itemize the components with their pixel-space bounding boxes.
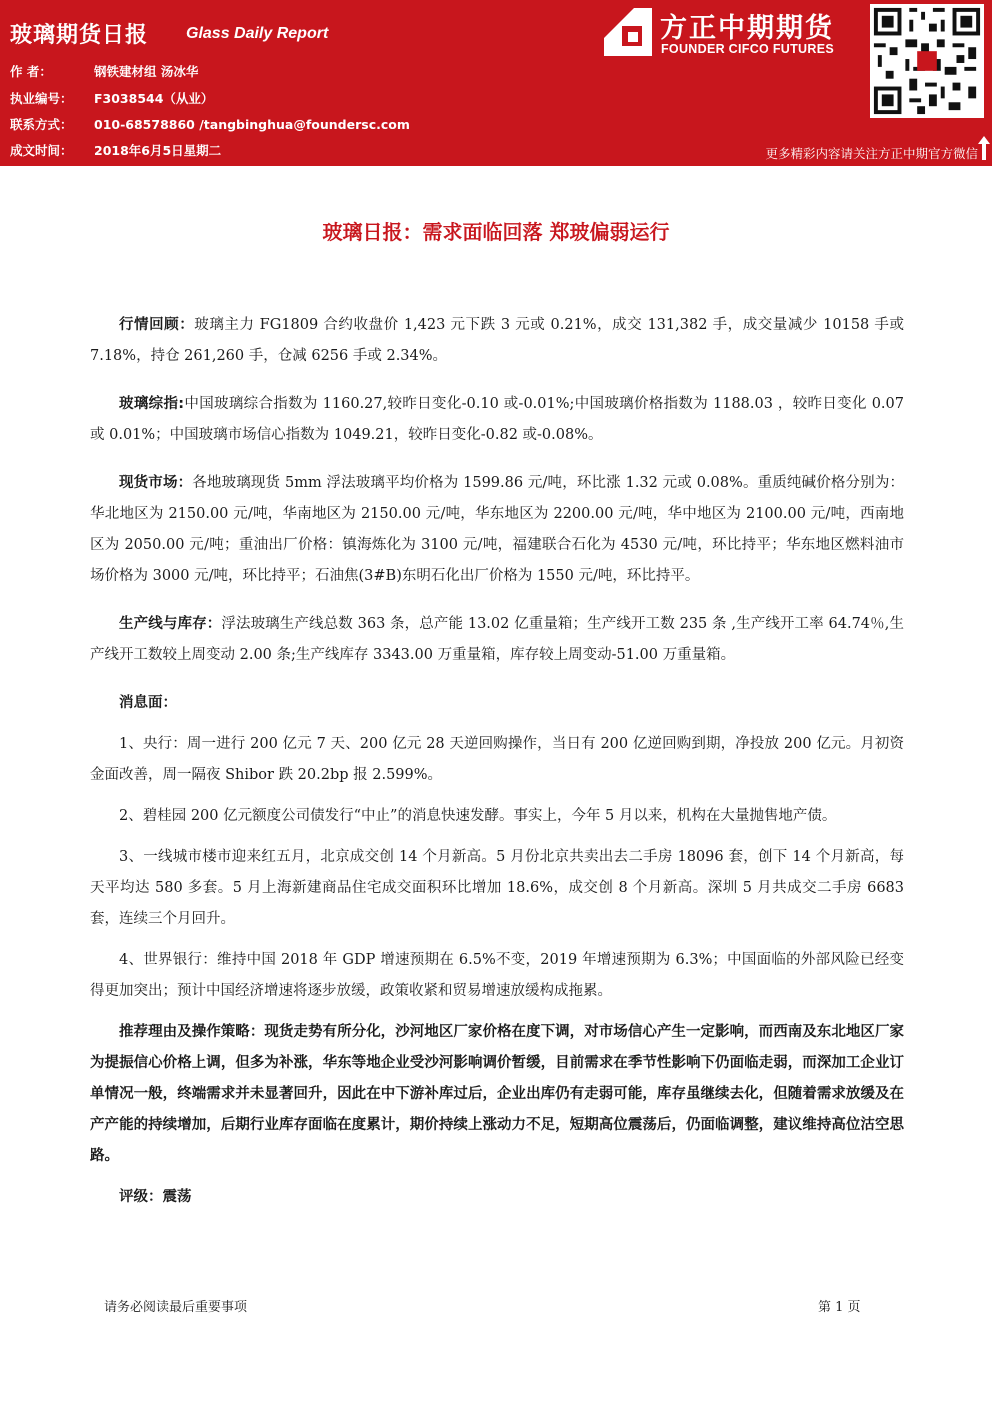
- meta-label: 成文时间：: [10, 143, 73, 158]
- report-series-subtitle: Glass Daily Report: [186, 25, 329, 42]
- meta-label: 作 者：: [10, 64, 52, 79]
- section-label: 生产线与库存：: [119, 616, 222, 632]
- meta-value: F3038544（从业）: [94, 91, 214, 106]
- market-review-paragraph: [90, 310, 904, 372]
- page-number: 第 1 页: [818, 1300, 861, 1315]
- section-label: 消息面：: [119, 695, 177, 711]
- news-heading: [90, 688, 904, 719]
- report-header: [0, 0, 992, 166]
- meta-date: [10, 141, 221, 159]
- glass-index-paragraph: [90, 389, 904, 451]
- rating-paragraph: 评级：震荡: [119, 1189, 192, 1205]
- section-label: 行情回顾：: [119, 317, 195, 333]
- strategy-paragraph: 推荐理由及操作策略：现货走势有所分化，沙河地区厂家价格在度下调，对市场信心产生一定影响，而西南及东北地区厂家为提振信心价格上调，但多为补涨，华东等地企业受沙河影响调价暂缓，目前需求在季节性影响下仍面临走弱，而深加工企业订单情况一般，终端需求并未显著回升，因此在中下游补库过后，企业出库仍有走弱可能，库存虽继续去化，但随着需求放缓及在产产能的持续增加，后期行业库存面临在度累计，期价持续上涨动力不足，短期高位震荡后，仍面临调整，建议维持高位沽空思路。: [90, 1024, 904, 1164]
- paragraph-text: 各地玻璃现货 5mm 浮法玻璃平均价格为 1599.86 元/吨，环比涨 1.32 元或 0.08%。重质纯碱价格分别为：华北地区为 2150.00 元/吨，华南地区为 2150.00 元/吨，华东地区为 2200.00 元/吨，华中地区为 2100.00 元/吨，西南地区为 2050.00 元/吨；重油出厂价格：镇海炼化为 3100 元/吨，福建联合石化为 4530 元/吨，环比持平；华东地区燃料油市场价格为 3000 元/吨，环比持平；石油焦(3#B)东明石化出厂价格为 1550 元/吨，环比持平。: [90, 475, 904, 584]
- news-item: 1、央行：周一进行 200 亿元 7 天、200 亿元 28 天逆回购操作，当日有 200 亿逆回购到期，净投放 200 亿元。月初资金面改善，周一隔夜 Shibor 跌 20.2bp 报 2.599%。: [90, 736, 904, 783]
- meta-author: [10, 62, 198, 80]
- news-item: 3、一线城市楼市迎来红五月，北京成交创 14 个月新高。5 月份北京共卖出去二手房 18096 套，创下 14 个月新高，每天平均达 580 多套。5 月上海新建商品住宅成交面积环比增加 18.6%，成交创 8 个月新高。深圳 5 月共成交二手房 6683 套，连续三个月回升。: [90, 849, 904, 927]
- spot-market-paragraph: [90, 468, 904, 592]
- arrow-up-icon: [978, 136, 990, 160]
- founder-logo-icon: [604, 8, 652, 56]
- brand-name-en: FOUNDER CIFCO FUTURES: [661, 42, 834, 56]
- qr-code-icon[interactable]: [870, 4, 984, 118]
- report-body: [90, 310, 904, 1230]
- meta-value: 010-68578860 /tangbinghua@foundersc.com: [94, 117, 410, 132]
- footer-notice: 请务必阅读最后重要事项: [104, 1300, 248, 1315]
- meta-label: 执业编号：: [10, 91, 73, 106]
- meta-value: 2018年6月5日星期二: [94, 143, 222, 158]
- meta-label: 联系方式：: [10, 117, 73, 132]
- brand-name-cn: 方正中期期货: [660, 13, 834, 44]
- report-title: 玻璃日报：需求面临回落 郑玻偏弱运行: [322, 220, 670, 244]
- paragraph-text: 中国玻璃综合指数为 1160.27,较昨日变化-0.10 或-0.01%;中国玻璃价格指数为 1188.03 ，较昨日变化 0.07 或 0.01%；中国玻璃市场信心指数为 1049.21，较昨日变化-0.82 或-0.08%。: [90, 396, 904, 443]
- news-item: 4、世界银行：维持中国 2018 年 GDP 增速预期在 6.5%不变，2019 年增速预期为 6.3%；中国面临的外部风险已经变得更加突出；预计中国经济增速将逐步放缓，政策收紧和贸易增速放缓构成拖累。: [90, 952, 904, 999]
- news-item: 2、碧桂园 200 亿元额度公司债发行“中止”的消息快速发酵。事实上，今年 5 月以来，机构在大量抛售地产债。: [119, 808, 837, 824]
- production-inventory-paragraph: [90, 609, 904, 671]
- report-series-title: 玻璃期货日报: [10, 23, 149, 48]
- paragraph-text: 玻璃主力 FG1809 合约收盘价 1,423 元下跌 3 元或 0.21%，成交 131,382 手，成交量减少 10158 手或 7.18%，持仓 261,260 手，仓减 6256 手或 2.34%。: [90, 317, 904, 364]
- meta-contact: [10, 115, 410, 133]
- paragraph-text: 浮法玻璃生产线总数 363 条，总产能 13.02 亿重量箱；生产线开工数 235 条 ,生产线开工率 64.74％,生产线开工数较上周变动 2.00 条;生产线库存 3343.00 万重量箱，库存较上周变动-51.00 万重量箱。: [90, 616, 904, 663]
- follow-wechat-text: 更多精彩内容请关注方正中期官方微信: [765, 146, 978, 161]
- section-label: 现货市场：: [119, 475, 193, 491]
- meta-value: 钢铁建材组 汤冰华: [94, 64, 199, 79]
- meta-license: [10, 89, 213, 107]
- section-label: 玻璃综指:: [119, 396, 185, 412]
